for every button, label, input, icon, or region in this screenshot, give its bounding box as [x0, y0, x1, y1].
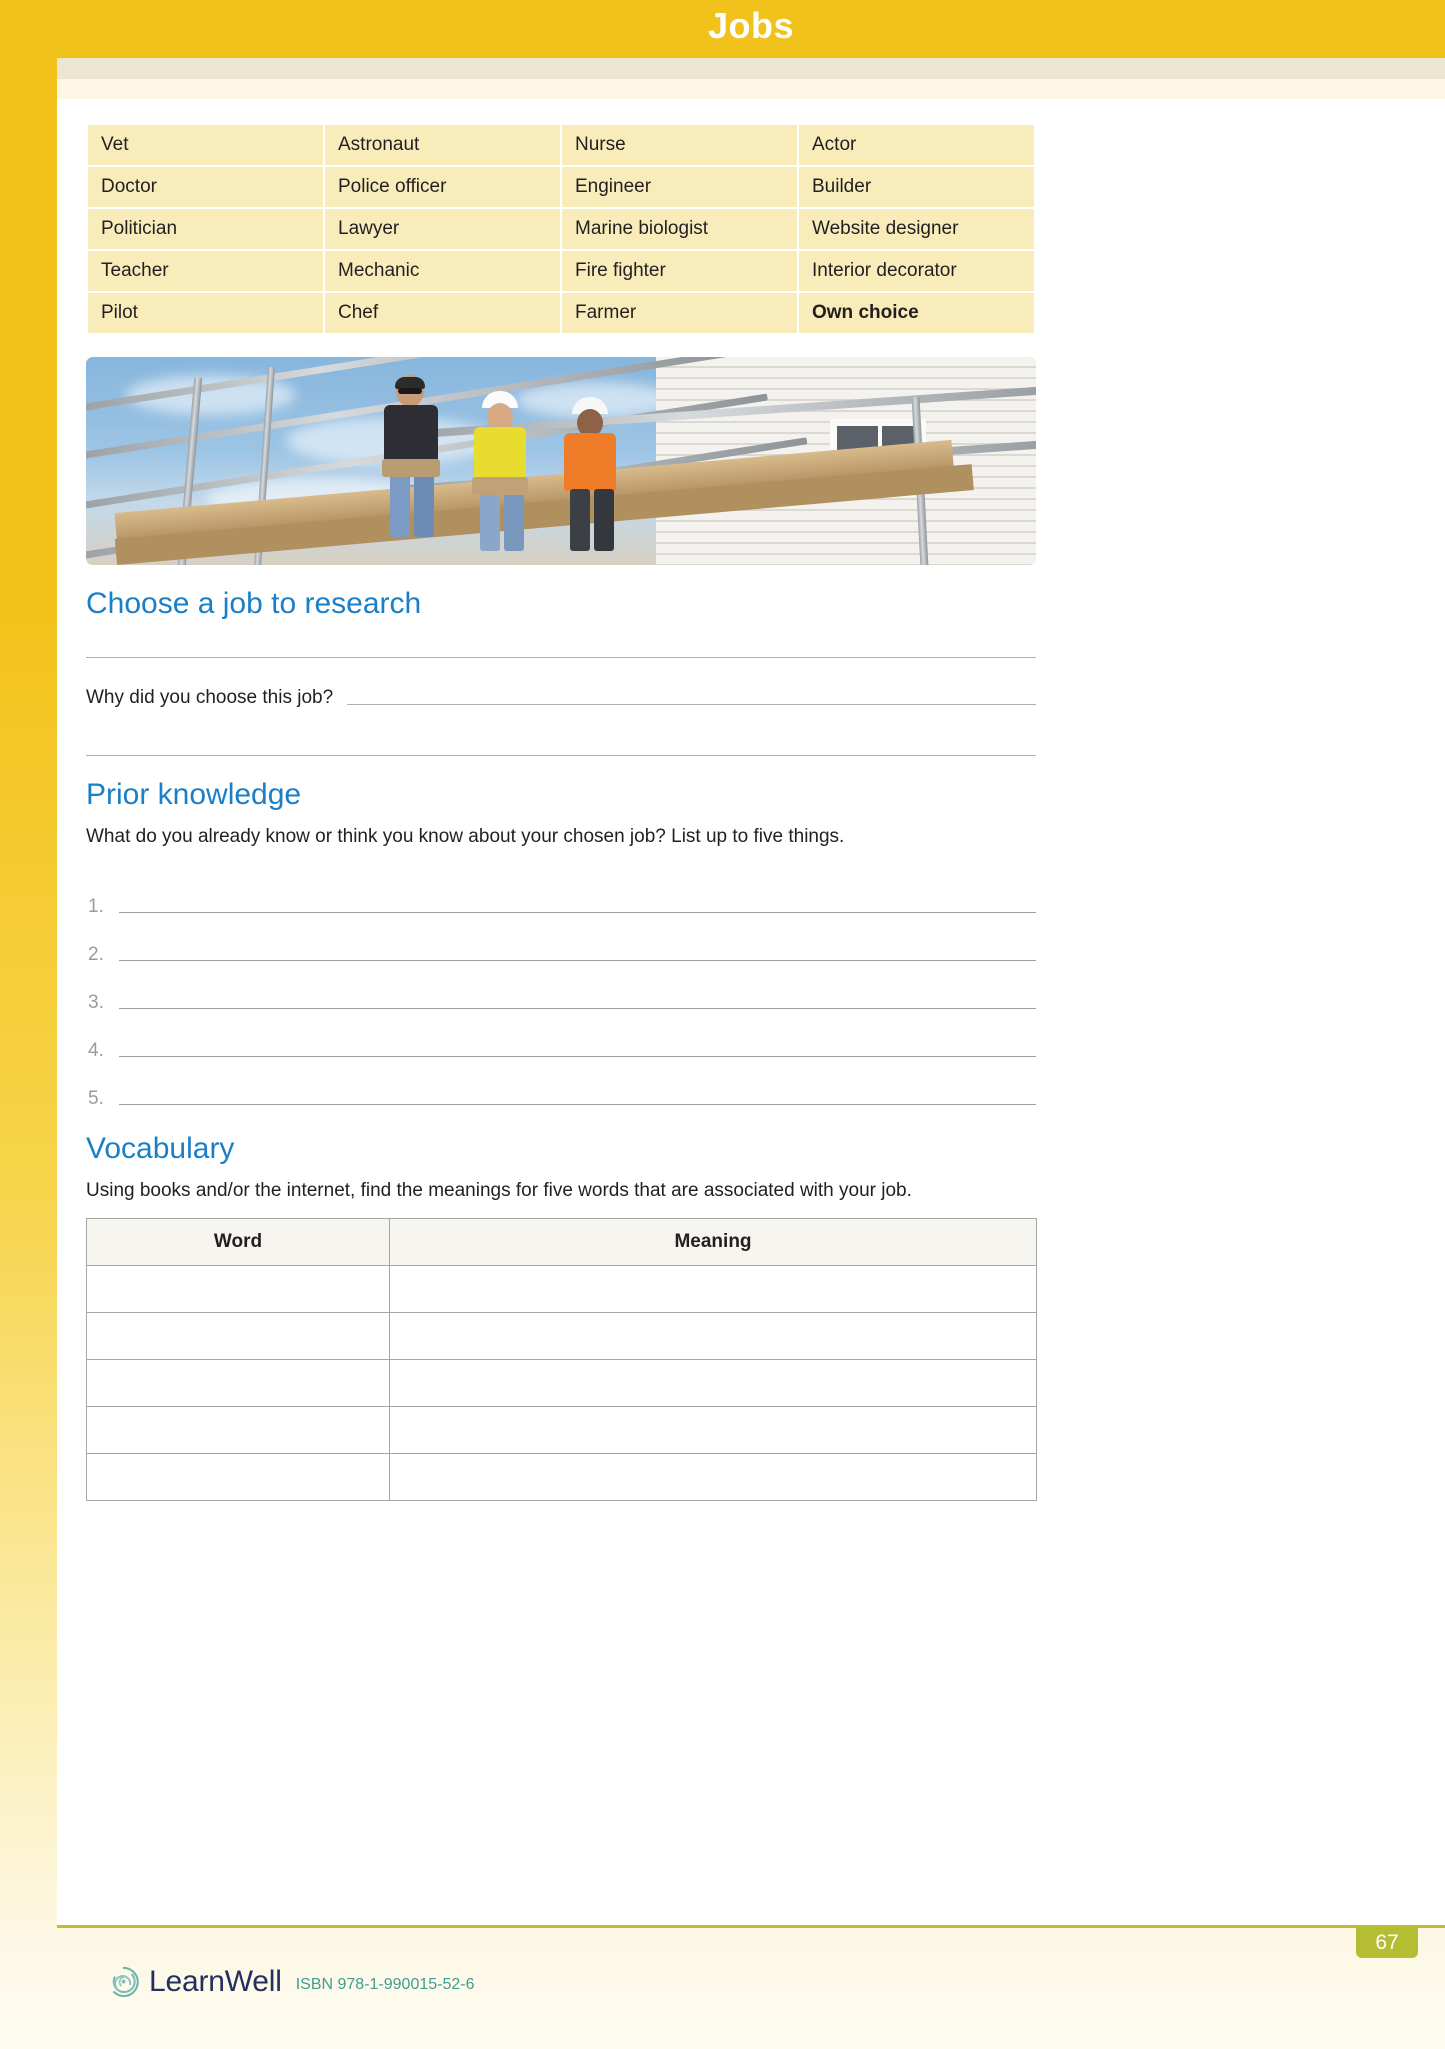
meaning-cell[interactable] — [390, 1360, 1037, 1407]
job-cell[interactable]: Vet — [88, 125, 323, 165]
job-cell-own-choice[interactable]: Own choice — [799, 293, 1034, 333]
list-answer-line[interactable] — [119, 960, 1036, 961]
meaning-cell[interactable] — [390, 1454, 1037, 1501]
table-row — [88, 167, 1034, 207]
meaning-cell[interactable] — [390, 1266, 1037, 1313]
job-cell[interactable]: Astronaut — [325, 125, 560, 165]
page-number-badge: 67 — [1356, 1928, 1418, 1958]
job-cell[interactable]: Interior decorator — [799, 251, 1034, 291]
why-answer-line-2[interactable] — [86, 755, 1036, 756]
header-band — [57, 57, 1445, 79]
list-item — [86, 1062, 1036, 1110]
table-row — [87, 1360, 1037, 1407]
job-cell[interactable]: Farmer — [562, 293, 797, 333]
builders-photo — [86, 357, 1036, 565]
list-number: 1. — [88, 896, 104, 917]
column-header-meaning: Meaning — [390, 1219, 1037, 1266]
meaning-cell[interactable] — [390, 1407, 1037, 1454]
list-answer-line[interactable] — [119, 1104, 1036, 1105]
job-cell[interactable]: Fire fighter — [562, 251, 797, 291]
job-cell[interactable]: Pilot — [88, 293, 323, 333]
word-cell[interactable] — [87, 1360, 390, 1407]
table-row — [88, 251, 1034, 291]
footer-divider — [57, 1925, 1445, 1928]
job-cell[interactable]: Mechanic — [325, 251, 560, 291]
job-cell[interactable]: Engineer — [562, 167, 797, 207]
job-cell[interactable]: Marine biologist — [562, 209, 797, 249]
list-number: 5. — [88, 1088, 104, 1109]
list-number: 2. — [88, 944, 104, 965]
vocabulary-table — [86, 1218, 1037, 1501]
job-cell[interactable]: Police officer — [325, 167, 560, 207]
job-cell[interactable]: Actor — [799, 125, 1034, 165]
job-cell[interactable]: Nurse — [562, 125, 797, 165]
header-band-light — [57, 79, 1445, 99]
table-row — [87, 1266, 1037, 1313]
why-question-row — [86, 687, 1036, 709]
list-item — [86, 1014, 1036, 1062]
table-row — [88, 209, 1034, 249]
choose-job-heading: Choose a job to research — [86, 587, 422, 620]
job-cell[interactable]: Builder — [799, 167, 1034, 207]
content-column — [86, 123, 1036, 1501]
page-title: Jobs — [707, 5, 795, 46]
job-cell[interactable]: Teacher — [88, 251, 323, 291]
list-item — [86, 918, 1036, 966]
list-item — [86, 870, 1036, 918]
word-cell[interactable] — [87, 1313, 390, 1360]
meaning-cell[interactable] — [390, 1313, 1037, 1360]
prior-knowledge-instruction: What do you already know or think you know about your chosen job? List up to five things. — [86, 826, 845, 847]
list-number: 4. — [88, 1040, 104, 1061]
title-banner — [0, 0, 1445, 57]
word-cell[interactable] — [87, 1407, 390, 1454]
word-cell[interactable] — [87, 1454, 390, 1501]
choose-job-answer-line[interactable] — [86, 657, 1036, 658]
prior-knowledge-heading: Prior knowledge — [86, 778, 302, 811]
word-cell[interactable] — [87, 1266, 390, 1313]
table-row — [88, 125, 1034, 165]
job-cell[interactable]: Lawyer — [325, 209, 560, 249]
learnwell-wordmark: LearnWell — [149, 1965, 282, 1998]
prior-knowledge-list — [86, 870, 1036, 1110]
job-cell[interactable]: Chef — [325, 293, 560, 333]
job-cell[interactable]: Politician — [88, 209, 323, 249]
table-header-row — [87, 1219, 1037, 1266]
job-cell[interactable]: Doctor — [88, 167, 323, 207]
list-answer-line[interactable] — [119, 912, 1036, 913]
list-answer-line[interactable] — [119, 1008, 1036, 1009]
jobs-options-table — [86, 123, 1036, 335]
table-row — [87, 1454, 1037, 1501]
why-answer-line[interactable] — [347, 704, 1036, 705]
table-row — [87, 1407, 1037, 1454]
vocabulary-instruction: Using books and/or the internet, find the meanings for five words that are associated with your job. — [86, 1180, 912, 1201]
table-row — [87, 1313, 1037, 1360]
job-cell[interactable]: Website designer — [799, 209, 1034, 249]
list-item — [86, 966, 1036, 1014]
footer — [105, 1964, 475, 2000]
list-number: 3. — [88, 992, 104, 1013]
learnwell-spiral-icon — [105, 1964, 141, 2000]
isbn-text: ISBN 978-1-990015-52-6 — [295, 1975, 475, 1993]
why-question-label: Why did you choose this job? — [86, 687, 334, 708]
column-header-word: Word — [87, 1219, 390, 1266]
list-answer-line[interactable] — [119, 1056, 1036, 1057]
vocabulary-heading: Vocabulary — [86, 1132, 235, 1165]
page-sheet — [57, 0, 1445, 1925]
table-row — [88, 293, 1034, 333]
